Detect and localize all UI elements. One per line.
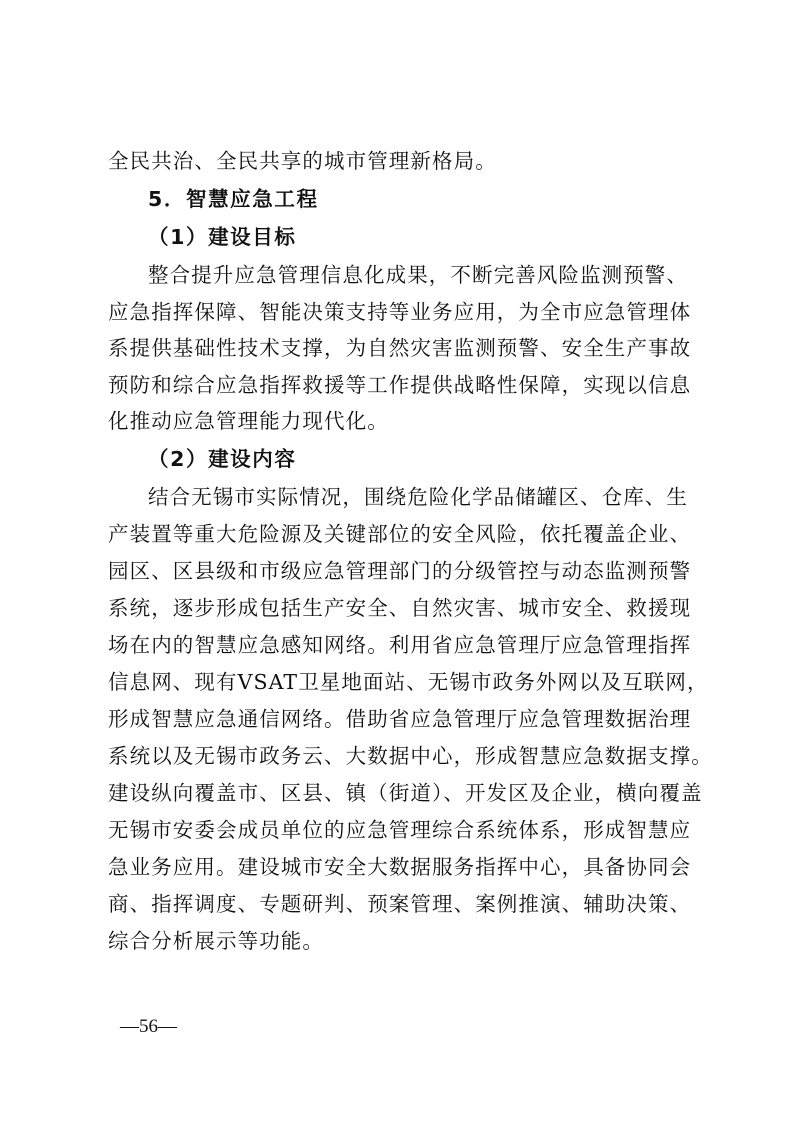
- page-number: —56—: [120, 1016, 177, 1037]
- paragraph-line: 形成智慧应急通信网络。借助省应急管理厅应急管理数据治理: [108, 707, 692, 731]
- paragraph-line: 建设纵向覆盖市、区县、镇（街道）、开发区及企业，横向覆盖: [108, 781, 703, 805]
- subsection-heading: （1）建设目标: [148, 225, 297, 249]
- subsection-heading: （2）建设内容: [148, 447, 297, 471]
- paragraph-line: 信息网、现有VSAT卫星地面站、无锡市政务外网以及互联网，: [108, 670, 709, 694]
- paragraph-line: 应急指挥保障、智能决策支持等业务应用，为全市应急管理体: [108, 300, 692, 324]
- paragraph-line: 结合无锡市实际情况，围绕危险化学品储罐区、仓库、生: [148, 485, 688, 509]
- paragraph-line: 产装置等重大危险源及关键部位的安全风险，依托覆盖企业、: [108, 522, 692, 546]
- paragraph-line: 园区、区县级和市级应急管理部门的分级管控与动态监测预警: [108, 559, 692, 583]
- paragraph-line: 整合提升应急管理信息化成果，不断完善风险监测预警、: [148, 263, 688, 287]
- paragraph-line: 综合分析展示等功能。: [108, 929, 324, 953]
- paragraph-line: 商、指挥调度、专题研判、预案管理、案例推演、辅助决策、: [108, 892, 692, 916]
- paragraph-line: 系统以及无锡市政务云、大数据中心，形成智慧应急数据支撑。: [108, 744, 713, 768]
- paragraph-line: 急业务应用。建设城市安全大数据服务指挥中心，具备协同会: [108, 855, 692, 879]
- paragraph-line: 场在内的智慧应急感知网络。利用省应急管理厅应急管理指挥: [108, 633, 692, 657]
- section-heading: 5．智慧应急工程: [148, 187, 319, 211]
- paragraph-line: 全民共治、全民共享的城市管理新格局。: [108, 149, 497, 173]
- paragraph-line: 化推动应急管理能力现代化。: [108, 409, 389, 433]
- paragraph-line: 系提供基础性技术支撑，为自然灾害监测预警、安全生产事故: [108, 336, 692, 360]
- paragraph-line: 系统，逐步形成包括生产安全、自然灾害、城市安全、救援现: [108, 596, 692, 620]
- paragraph-line: 预防和综合应急指挥救援等工作提供战略性保障，实现以信息: [108, 373, 692, 397]
- paragraph-line: 无锡市安委会成员单位的应急管理综合系统体系，形成智慧应: [108, 818, 692, 842]
